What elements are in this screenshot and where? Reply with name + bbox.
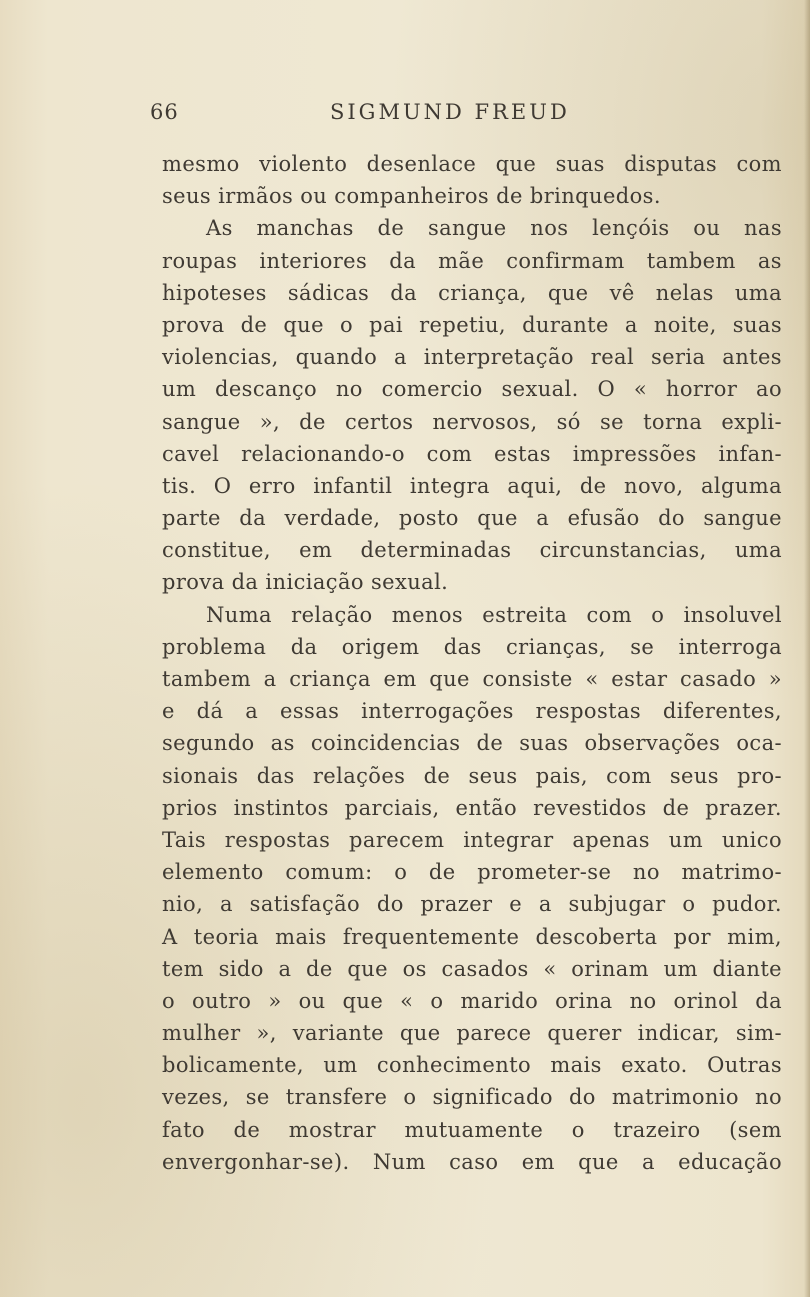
page-edge-shadow: [804, 0, 810, 1297]
text-line: roupas interiores da mãe confirmam tambem as: [162, 248, 782, 273]
page-number: 66: [150, 100, 179, 124]
text-line: hipoteses sádicas da criança, que vê nelas uma: [162, 280, 782, 305]
text-line: vezes, se transfere o significado do matrimonio no: [162, 1085, 782, 1110]
text-line: seus irmãos ou companheiros de brinquedos.: [162, 184, 661, 209]
text-line: envergonhar-se). Num caso em que a educação: [162, 1149, 782, 1174]
text-line: fato de mostrar mutuamente o trazeiro (sem: [162, 1117, 782, 1142]
paragraph-start-line: Numa relação menos estreita com o insoluvel: [206, 602, 782, 627]
text-line: tem sido a de que os casados « orinam um diante: [162, 956, 782, 981]
text-line: violencias, quando a interpretação real seria antes: [162, 345, 782, 370]
text-line: nio, a satisfação do prazer e a subjugar o pudor.: [162, 892, 782, 917]
text-line: A teoria mais frequentemente descoberta por mim,: [162, 924, 782, 949]
text-line: parte da verdade, posto que a efusão do sangue: [162, 506, 782, 531]
text-line: mesmo violento desenlace que suas disputas com: [162, 152, 782, 176]
text-line: um descanço no comercio sexual. O « horror ao: [162, 377, 782, 402]
text-line: cavel relacionando-o com estas impressões infan-: [162, 441, 782, 466]
running-title: SIGMUND FREUD: [330, 100, 570, 124]
text-line: segundo as coincidencias de suas observações oca-: [162, 731, 782, 756]
text-line: tis. O erro infantil integra aqui, de novo, alguma: [162, 473, 782, 498]
text-line: constitue, em determinadas circunstancias, uma: [162, 538, 782, 563]
text-line: e dá a essas interrogações respostas diferentes,: [162, 699, 782, 724]
running-head: [146, 100, 576, 134]
paragraph-start-line: As manchas de sangue nos lençóis ou nas: [206, 216, 782, 241]
text-line: elemento comum: o de prometer-se no matrimo-: [162, 860, 782, 885]
text-line: problema da origem das crianças, se interroga: [162, 634, 782, 659]
text-line: prova de que o pai repetiu, durante a noite, suas: [162, 312, 782, 337]
body-text: [162, 148, 782, 1178]
text-line: prova da iniciação sexual.: [162, 570, 449, 595]
text-line: Tais respostas parecem integrar apenas um unico: [162, 827, 782, 852]
text-line: bolicamente, um conhecimento mais exato. Outras: [162, 1053, 782, 1078]
text-line: mulher », variante que parece querer indicar, sim-: [162, 1021, 782, 1046]
text-line: prios instintos parciais, então revestidos de prazer.: [162, 795, 782, 820]
text-line: sangue », de certos nervosos, só se torna expli-: [162, 409, 782, 434]
text-line: o outro » ou que « o marido orina no orinol da: [162, 988, 782, 1013]
text-line: sionais das relações de seus pais, com seus pro-: [162, 763, 782, 788]
text-line: tambem a criança em que consiste « estar casado »: [162, 667, 782, 691]
